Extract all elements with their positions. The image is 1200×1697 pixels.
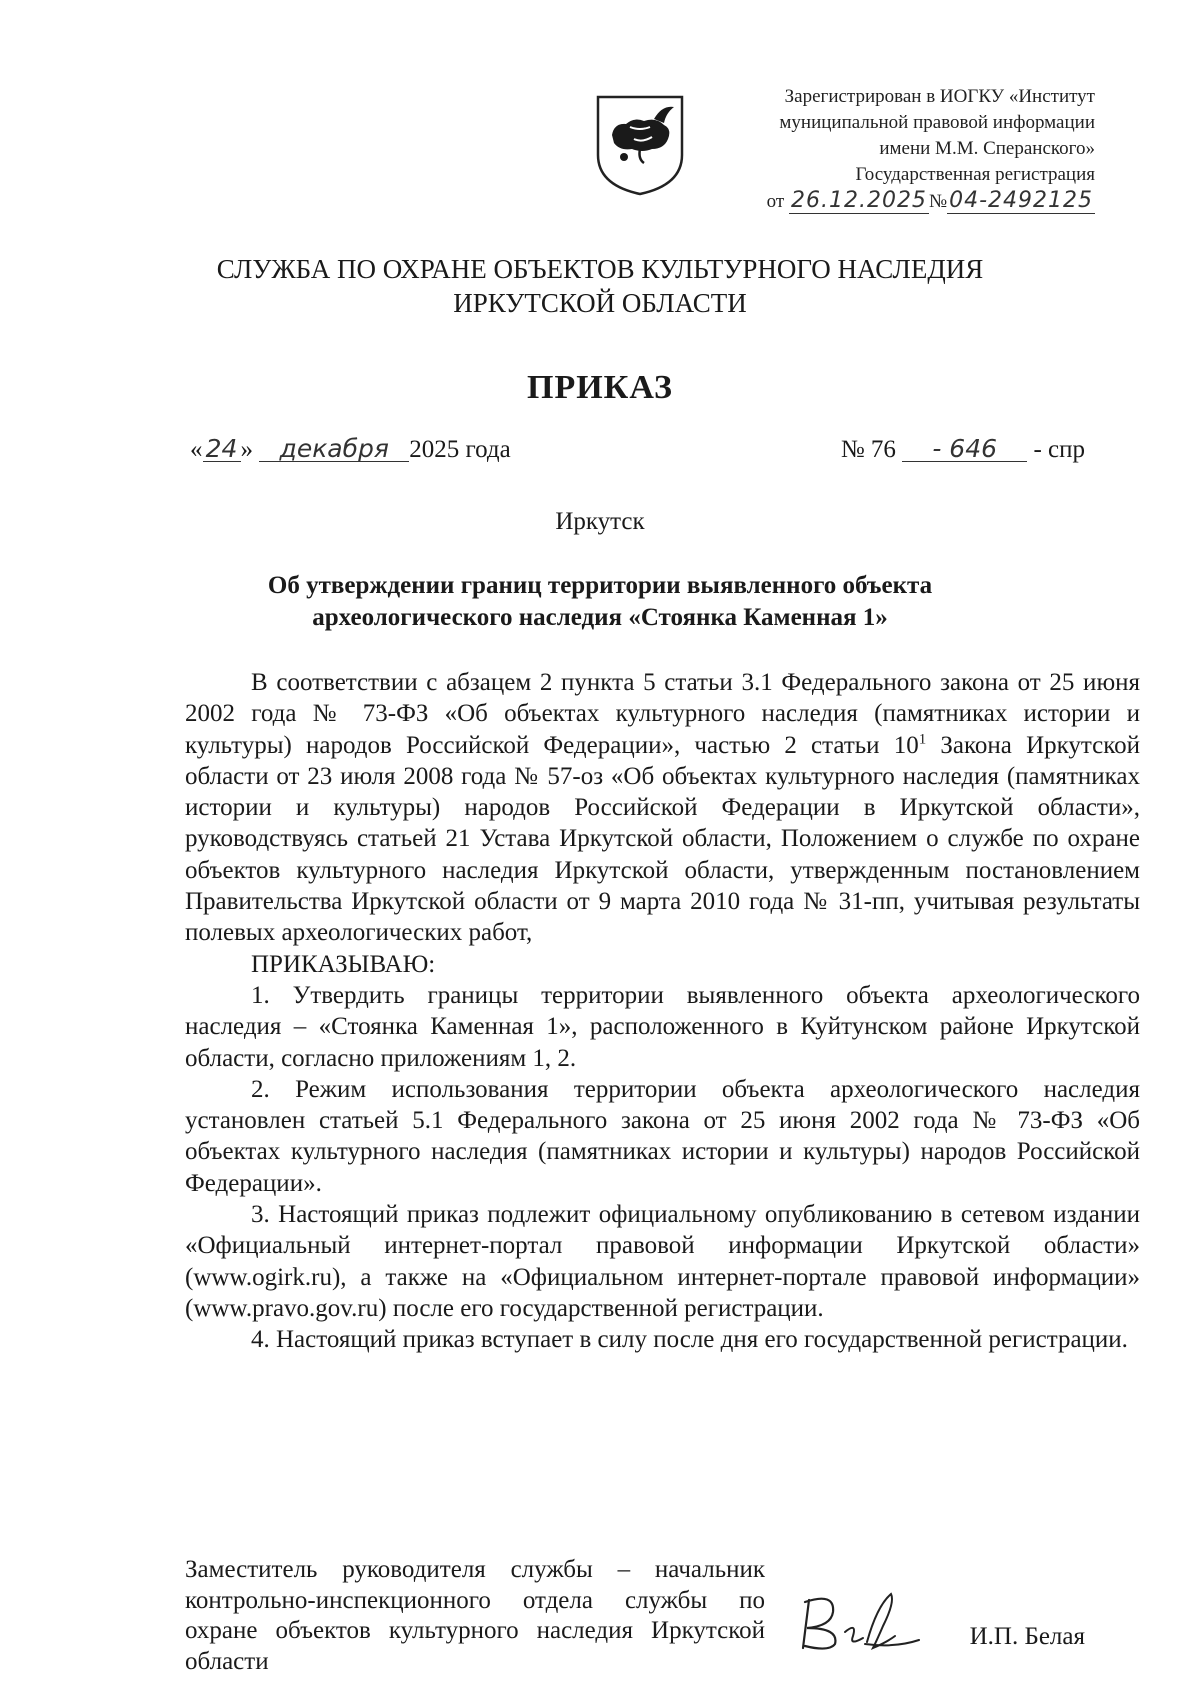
registration-line-2: муниципальной правовой информации bbox=[779, 112, 1095, 133]
registration-number: 04-2492125 bbox=[949, 188, 1093, 213]
registration-number-sign: № bbox=[928, 191, 948, 212]
preamble-paragraph bbox=[185, 667, 1140, 949]
date-month: декабря bbox=[259, 437, 409, 462]
registration-prefix: от bbox=[766, 191, 785, 212]
number-suffix: - спр bbox=[1033, 436, 1085, 463]
city: Иркутск bbox=[555, 508, 645, 535]
organization-name bbox=[0, 252, 1200, 320]
document-date bbox=[190, 436, 511, 464]
order-item-3: 3. Настоящий приказ подлежит официальному опубликованию в сетевом издании «Официальный интернет-портал правовой информации Иркутской области» (www.ogirk.ru), а также на «Официальном интернет-портале правовой информации» (www.pravo.gov.ru) после его государственной регистрации. bbox=[185, 1201, 1140, 1322]
date-open-quote: « bbox=[190, 436, 203, 463]
registration-line-1: Зарегистрирован в ИОГКУ «Институт bbox=[784, 86, 1095, 107]
date-day: 24 bbox=[203, 437, 241, 462]
order-item-4: 4. Настоящий приказ вступает в силу после дня его государственной регистрации. bbox=[251, 1326, 1128, 1354]
registration-date-line bbox=[665, 188, 1095, 215]
order-item-2: 2. Режим использования территории объекта археологического наследия установлен статьей 5.1 Федерального закона от 25 июня 2002 года № 73-ФЗ «Об объектах культурного наследия (памятниках истории и культуры) народов Российской Федерации». bbox=[185, 1075, 1140, 1197]
preamble-text-1: В соответствии с абзацем 2 пункта 5 статьи 3.1 Федерального закона от 25 июня 2002 года № 73-ФЗ «Об объектах культурного наследия (памятниках истории и культуры) народов Российской Федерации», частью 2 статьи 10 bbox=[185, 669, 1140, 759]
preamble-text-2: Закона Иркутской области от 23 июля 2008 года № 57-оз «Об объектах культурного наследия (памятниках истории и культуры) народов Российской Федерации в Иркутской области», руководствуясь статьей 21 Устава Иркутской области, Положением о службе по охране объектов культурного наследия Иркутской области, утвержденным постановлением Правительства Иркутской области от 9 марта 2010 года № 31-пп, учитывая результаты полевых археологических работ, bbox=[185, 731, 1140, 947]
subject-line-1: Об утверждении границ территории выявленного объекта bbox=[267, 572, 933, 599]
organization-line-1: СЛУЖБА ПО ОХРАНЕ ОБЪЕКТОВ КУЛЬТУРНОГО НАСЛЕДИЯ bbox=[216, 254, 984, 284]
registration-line-3: имени М.М. Сперанского» bbox=[879, 138, 1095, 159]
handwritten-signature bbox=[795, 1586, 925, 1656]
registration-date: 26.12.2025 bbox=[790, 188, 927, 213]
signatory-position: Заместитель руководителя службы – начальник контрольно-инспекционного отдела службы по охране объектов культурного наследия Иркутской области bbox=[185, 1556, 765, 1675]
document-subject bbox=[0, 570, 1200, 634]
organization-line-2: ИРКУТСКОЙ ОБЛАСТИ bbox=[453, 288, 747, 318]
subject-line-2: археологического наследия «Стоянка Каменная 1» bbox=[312, 604, 888, 631]
document-number bbox=[841, 436, 1085, 464]
registration-stamp bbox=[665, 84, 1095, 215]
document-type: ПРИКАЗ bbox=[527, 369, 673, 406]
number-prefix: № 76 bbox=[840, 436, 896, 463]
preamble-superscript: 1 bbox=[918, 731, 927, 748]
number-value: - 646 bbox=[902, 437, 1027, 462]
signatory-name: И.П. Белая bbox=[969, 1623, 1085, 1650]
order-item-1: 1. Утвердить границы территории выявленного объекта археологического наследия – «Стоянка Каменная 1», расположенного в Куйтунском районе Иркутской области, согласно приложениям 1, 2. bbox=[185, 981, 1140, 1072]
signatory-position-block bbox=[185, 1555, 765, 1677]
registration-line-4: Государственная регистрация bbox=[855, 164, 1095, 185]
order-word: ПРИКАЗЫВАЮ: bbox=[251, 950, 436, 978]
date-year: 2025 года bbox=[409, 436, 511, 463]
date-close-quote: » bbox=[240, 436, 253, 463]
document-body bbox=[185, 667, 1140, 1356]
